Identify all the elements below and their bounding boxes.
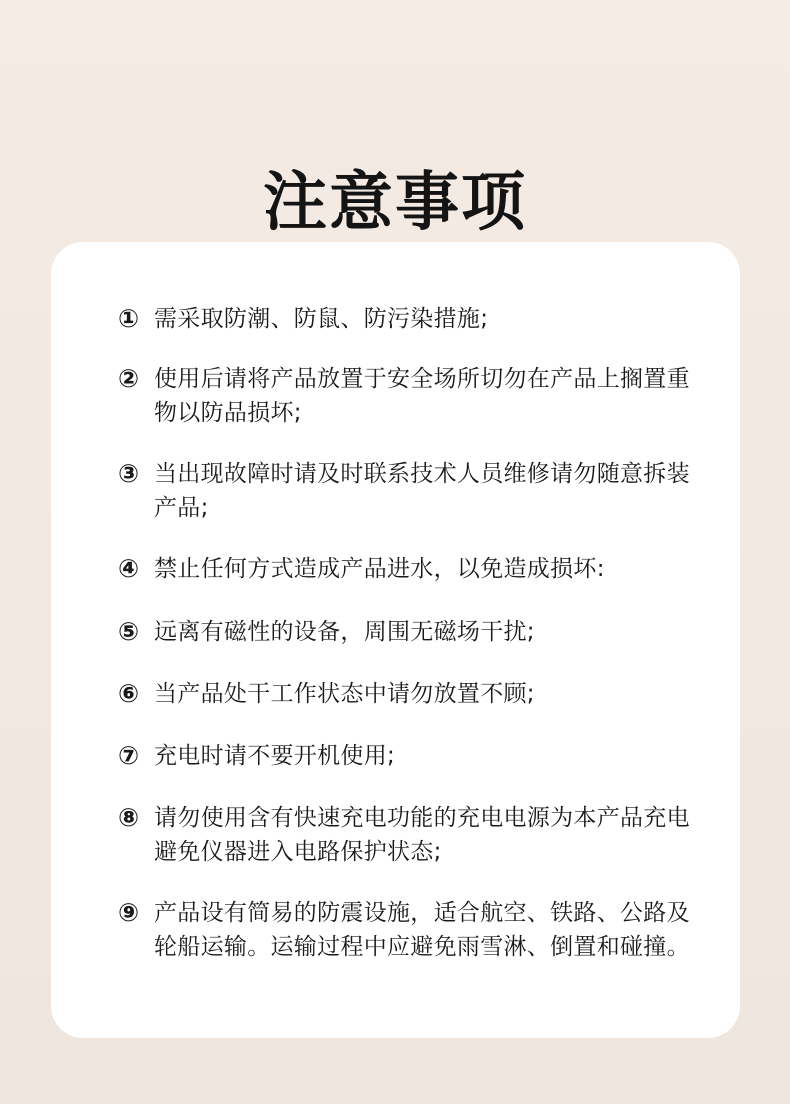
notice-item-7 [118, 739, 693, 773]
notice-text: 需采取防潮、防鼠、防污染措施; [154, 306, 489, 332]
notice-number: ⑧ [118, 803, 140, 832]
notice-number: ② [118, 364, 140, 393]
notice-number: ⑤ [118, 617, 140, 646]
notice-card [51, 242, 740, 1038]
notice-text: 远离有磁性的设备，周围无磁场干扰; [154, 619, 535, 645]
notice-text: 请勿使用含有快速充电功能的充电电源为本产品充电避免仪器进入电路保护状态; [154, 805, 690, 865]
notice-item-8 [118, 801, 693, 869]
notice-item-1 [118, 302, 693, 336]
notice-number: ① [118, 304, 140, 333]
notice-number: ⑥ [118, 679, 140, 708]
notice-number: ⑨ [118, 898, 140, 927]
notice-item-4 [118, 552, 693, 586]
notice-number: ⑦ [118, 741, 140, 770]
notice-text: 使用后请将产品放置于安全场所切勿在产品上搁置重物以防品损坏; [154, 366, 690, 426]
notice-text: 当出现故障时请及时联系技术人员维修请勿随意拆装产品; [154, 461, 690, 521]
notice-text: 禁止任何方式造成产品进水，以免造成损坏: [154, 556, 605, 582]
notice-item-5 [118, 615, 693, 649]
notice-item-6 [118, 677, 693, 711]
notice-item-3 [118, 457, 693, 525]
notice-number: ④ [118, 554, 140, 583]
notice-number: ③ [118, 459, 140, 488]
notice-item-9 [118, 896, 693, 964]
notice-text: 充电时请不要开机使用; [154, 743, 396, 769]
notice-text: 当产品处干工作状态中请勿放置不顾; [154, 681, 535, 707]
page-title: 注意事项 [263, 165, 527, 240]
notice-text: 产品设有简易的防震设施，适合航空、铁路、公路及轮船运输。运输过程中应避免雨雪淋、倒置和碰撞。 [154, 900, 690, 960]
notice-item-2 [118, 362, 693, 430]
